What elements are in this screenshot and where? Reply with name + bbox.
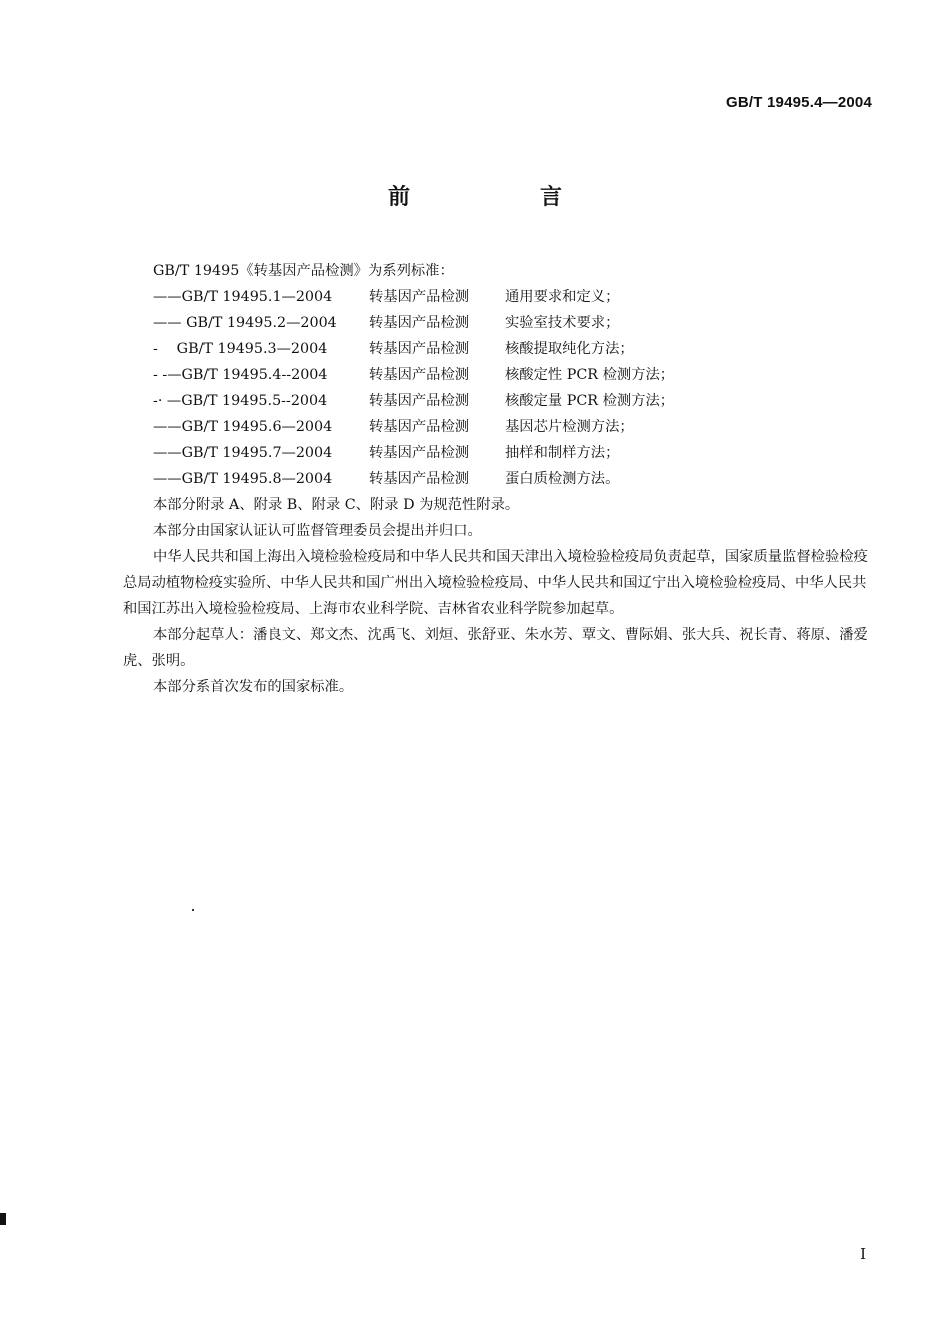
series-code: ——GB/T 19495.8—2004 bbox=[153, 471, 333, 487]
series-code: ——GB/T 19495.1—2004 bbox=[153, 289, 333, 305]
standard-code: GB/T 19495.4—2004 bbox=[726, 94, 872, 111]
proposer-paragraph: 本部分由国家认证认可监督管理委员会提出并归口。 bbox=[153, 523, 482, 539]
series-category: 转基因产品检测 bbox=[369, 393, 470, 409]
series-item-5 bbox=[123, 388, 875, 414]
series-item-6 bbox=[123, 414, 875, 440]
series-item-7 bbox=[123, 440, 875, 466]
series-code: - GB/T 19495.3—2004 bbox=[153, 341, 328, 357]
series-name: 蛋白质检测方法。 bbox=[505, 471, 620, 487]
page-title: 前 言 bbox=[387, 185, 616, 210]
series-code: - -—GB/T 19495.4--2004 bbox=[153, 367, 328, 383]
series-name: 抽样和制样方法； bbox=[505, 445, 620, 461]
series-item-2 bbox=[123, 310, 875, 336]
series-item-3 bbox=[123, 336, 875, 362]
appendix-paragraph: 本部分附录 A、附录 B、附录 C、附录 D 为规范性附录。 bbox=[153, 497, 520, 513]
foreword-body bbox=[123, 258, 875, 700]
series-name: 核酸定性 PCR 检测方法； bbox=[505, 367, 675, 383]
series-item-8 bbox=[123, 466, 875, 492]
series-category: 转基因产品检测 bbox=[369, 289, 470, 305]
series-category: 转基因产品检测 bbox=[369, 445, 470, 461]
series-category: 转基因产品检测 bbox=[369, 367, 470, 383]
scan-speck bbox=[192, 909, 194, 911]
series-item-1 bbox=[123, 284, 875, 310]
page-number: I bbox=[860, 1245, 866, 1263]
drafting-organizations-paragraph: 中华人民共和国上海出入境检验检疫局和中华人民共和国天津出入境检验检疫局负责起草，国家质量监督检验检疫总局动植物检疫实验所、中华人民共和国广州出入境检验检疫局、中华人民共和国辽宁出入境检验检疫局、中华人民共和国江苏出入境检验检疫局、上海市农业科学院、吉林省农业科学院参加起草。 bbox=[123, 549, 868, 617]
series-category: 转基因产品检测 bbox=[369, 471, 470, 487]
series-category: 转基因产品检测 bbox=[369, 315, 470, 331]
series-name: 核酸提取纯化方法； bbox=[505, 341, 634, 357]
series-name: 基因芯片检测方法； bbox=[505, 419, 634, 435]
series-name: 通用要求和定义； bbox=[505, 289, 620, 305]
first-release-paragraph: 本部分系首次发布的国家标准。 bbox=[153, 679, 354, 695]
scan-edge-mark bbox=[0, 1213, 6, 1225]
series-intro: GB/T 19495《转基因产品检测》为系列标准： bbox=[153, 263, 454, 279]
drafters-paragraph: 本部分起草人：潘良文、郑文杰、沈禹飞、刘烜、张舒亚、朱水芳、覃文、曹际娟、张大兵、祝长青、蒋原、潘爱虎、张明。 bbox=[123, 627, 868, 669]
series-code: ——GB/T 19495.6—2004 bbox=[153, 419, 333, 435]
series-item-4 bbox=[123, 362, 875, 388]
series-category: 转基因产品检测 bbox=[369, 419, 470, 435]
series-name: 核酸定量 PCR 检测方法； bbox=[505, 393, 675, 409]
series-code: ——GB/T 19495.7—2004 bbox=[153, 445, 333, 461]
series-code: —— GB/T 19495.2—2004 bbox=[153, 315, 337, 331]
series-category: 转基因产品检测 bbox=[369, 341, 470, 357]
series-name: 实验室技术要求； bbox=[505, 315, 620, 331]
series-code: -· —GB/T 19495.5--2004 bbox=[153, 393, 328, 409]
